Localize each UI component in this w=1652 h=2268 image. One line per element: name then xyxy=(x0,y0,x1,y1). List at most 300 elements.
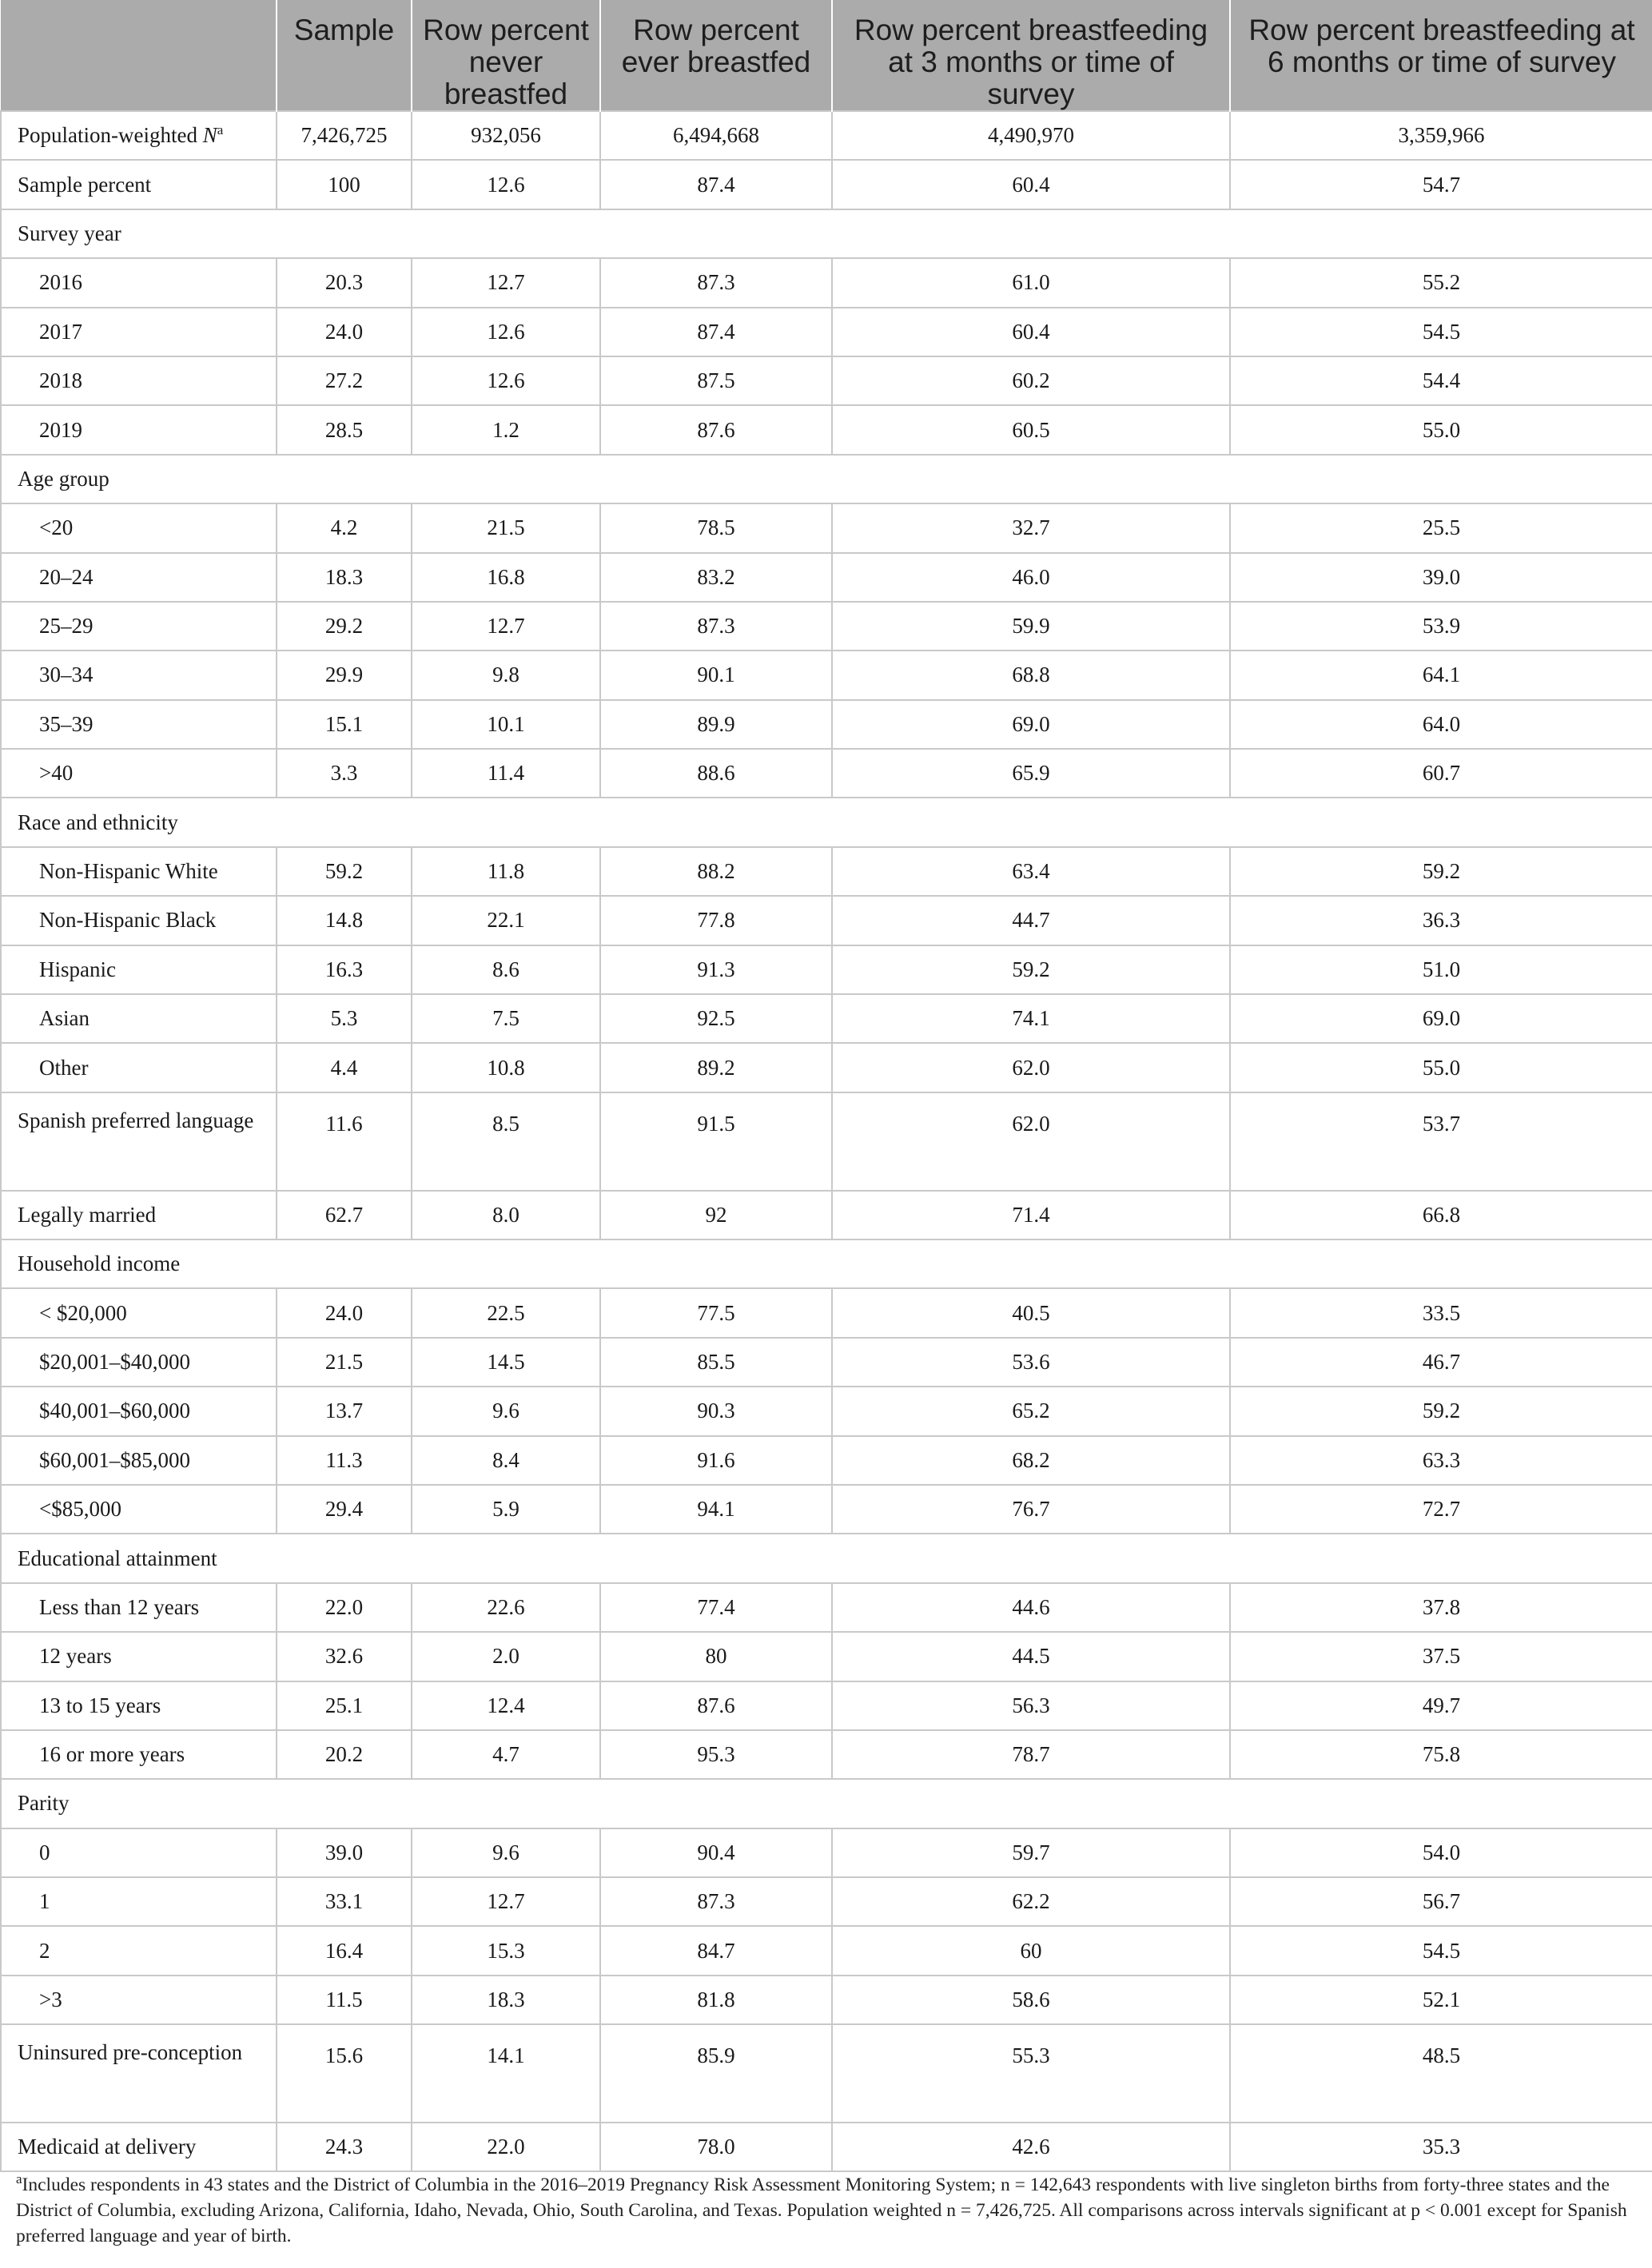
cell-6-months: 54.4 xyxy=(1230,356,1652,405)
row-label-text: >3 xyxy=(39,1987,62,2012)
cell-3-months: 62.0 xyxy=(832,1043,1230,1092)
cell-3-months: 76.7 xyxy=(832,1485,1230,1534)
cell-3-months: 60.4 xyxy=(832,160,1230,209)
row-label-text: Other xyxy=(39,1055,89,1080)
cell-sample: 11.3 xyxy=(277,1436,412,1485)
row-label xyxy=(1,1828,277,1877)
cell-never-breastfed: 8.5 xyxy=(412,1092,600,1191)
cell-never-breastfed: 22.6 xyxy=(412,1583,600,1632)
cell-ever-breastfed: 91.5 xyxy=(600,1092,832,1191)
table-row xyxy=(1,994,1652,1043)
cell-ever-breastfed: 80 xyxy=(600,1632,832,1681)
cell-6-months: 54.5 xyxy=(1230,308,1652,356)
row-label xyxy=(1,1583,277,1632)
cell-3-months: 68.8 xyxy=(832,651,1230,699)
row-label xyxy=(1,1976,277,2024)
cell-sample: 29.4 xyxy=(277,1485,412,1534)
cell-6-months: 54.0 xyxy=(1230,1828,1652,1877)
table-row xyxy=(1,1926,1652,1975)
row-label xyxy=(1,1288,277,1337)
row-label-text: Spanish preferred language xyxy=(18,1108,254,1132)
cell-never-breastfed: 4.7 xyxy=(412,1730,600,1779)
table-row xyxy=(1,1583,1652,1632)
table-row xyxy=(1,1092,1652,1191)
cell-never-breastfed: 12.6 xyxy=(412,356,600,405)
cell-ever-breastfed: 91.3 xyxy=(600,945,832,994)
cell-ever-breastfed: 87.4 xyxy=(600,308,832,356)
row-label-text: 2019 xyxy=(39,417,82,442)
cell-6-months: 51.0 xyxy=(1230,945,1652,994)
cell-6-months: 63.3 xyxy=(1230,1436,1652,1485)
cell-3-months: 61.0 xyxy=(832,258,1230,307)
row-label-text: 2017 xyxy=(39,319,82,344)
section-label xyxy=(1,1779,1652,1828)
cell-sample: 5.3 xyxy=(277,994,412,1043)
table-row xyxy=(1,1485,1652,1534)
cell-6-months: 75.8 xyxy=(1230,1730,1652,1779)
row-label-text: 20–24 xyxy=(39,564,94,589)
cell-3-months: 65.9 xyxy=(832,749,1230,798)
section-label xyxy=(1,455,1652,503)
row-label-text: Survey year xyxy=(18,221,121,245)
cell-ever-breastfed: 91.6 xyxy=(600,1436,832,1485)
cell-sample: 18.3 xyxy=(277,553,412,602)
cell-6-months: 69.0 xyxy=(1230,994,1652,1043)
cell-6-months: 33.5 xyxy=(1230,1288,1652,1337)
section-label xyxy=(1,209,1652,258)
row-label xyxy=(1,994,277,1043)
row-label xyxy=(1,1632,277,1681)
row-label xyxy=(1,896,277,945)
cell-sample: 24.0 xyxy=(277,1288,412,1337)
table-row xyxy=(1,749,1652,798)
cell-6-months: 59.2 xyxy=(1230,1387,1652,1435)
table-row xyxy=(1,1338,1652,1387)
cell-3-months: 59.7 xyxy=(832,1828,1230,1877)
cell-ever-breastfed: 87.3 xyxy=(600,258,832,307)
cell-never-breastfed: 9.6 xyxy=(412,1828,600,1877)
row-label-text: Race and ethnicity xyxy=(18,810,178,834)
cell-sample: 4.2 xyxy=(277,503,412,552)
cell-ever-breastfed: 87.5 xyxy=(600,356,832,405)
cell-sample: 20.3 xyxy=(277,258,412,307)
row-label xyxy=(1,651,277,699)
table-row xyxy=(1,651,1652,699)
cell-sample: 15.6 xyxy=(277,2024,412,2123)
row-label-text: <$85,000 xyxy=(39,1497,121,1522)
cell-6-months: 36.3 xyxy=(1230,896,1652,945)
cell-ever-breastfed: 89.9 xyxy=(600,700,832,749)
row-label xyxy=(1,258,277,307)
cell-ever-breastfed: 94.1 xyxy=(600,1485,832,1534)
row-label-text: >40 xyxy=(39,761,74,786)
cell-ever-breastfed: 95.3 xyxy=(600,1730,832,1779)
row-label-text: 1 xyxy=(39,1889,50,1914)
cell-sample: 15.1 xyxy=(277,700,412,749)
cell-6-months: 53.9 xyxy=(1230,602,1652,651)
cell-6-months: 55.2 xyxy=(1230,258,1652,307)
table-row xyxy=(1,1436,1652,1485)
cell-3-months: 60.2 xyxy=(832,356,1230,405)
row-label-text: Age group xyxy=(18,466,109,491)
cell-6-months: 52.1 xyxy=(1230,1976,1652,2024)
row-label xyxy=(1,503,277,552)
cell-sample: 7,426,725 xyxy=(277,111,412,160)
cell-never-breastfed: 21.5 xyxy=(412,503,600,552)
cell-6-months: 60.7 xyxy=(1230,749,1652,798)
table-row xyxy=(1,1681,1652,1730)
cell-sample: 29.9 xyxy=(277,651,412,699)
cell-3-months: 32.7 xyxy=(832,503,1230,552)
row-label xyxy=(1,1436,277,1485)
row-label xyxy=(1,1338,277,1387)
cell-ever-breastfed: 87.6 xyxy=(600,405,832,454)
cell-sample: 11.5 xyxy=(277,1976,412,2024)
row-label xyxy=(1,1926,277,1975)
row-label-text: <20 xyxy=(39,515,74,540)
section-row xyxy=(1,1779,1652,1828)
cell-never-breastfed: 14.1 xyxy=(412,2024,600,2123)
table-header xyxy=(1,0,1652,111)
cell-3-months: 56.3 xyxy=(832,1681,1230,1730)
table-row xyxy=(1,602,1652,651)
cell-6-months: 49.7 xyxy=(1230,1681,1652,1730)
cell-3-months: 46.0 xyxy=(832,553,1230,602)
row-label-text: Hispanic xyxy=(39,957,116,981)
cell-ever-breastfed: 90.1 xyxy=(600,651,832,699)
row-label xyxy=(1,1877,277,1926)
row-label-text: $60,001–$85,000 xyxy=(39,1447,190,1472)
cell-ever-breastfed: 78.0 xyxy=(600,2123,832,2171)
row-label-superscript: a xyxy=(217,122,224,138)
row-label xyxy=(1,405,277,454)
cell-6-months: 55.0 xyxy=(1230,1043,1652,1092)
cell-sample: 62.7 xyxy=(277,1191,412,1239)
cell-ever-breastfed: 81.8 xyxy=(600,1976,832,2024)
cell-6-months: 39.0 xyxy=(1230,553,1652,602)
cell-never-breastfed: 10.8 xyxy=(412,1043,600,1092)
row-label xyxy=(1,1730,277,1779)
cell-3-months: 60 xyxy=(832,1926,1230,1975)
cell-never-breastfed: 8.0 xyxy=(412,1191,600,1239)
cell-sample: 33.1 xyxy=(277,1877,412,1926)
cell-never-breastfed: 22.1 xyxy=(412,896,600,945)
row-label-text: < $20,000 xyxy=(39,1300,127,1325)
header-cell-ever-breastfed: Row percent ever breastfed xyxy=(600,0,832,111)
cell-never-breastfed: 7.5 xyxy=(412,994,600,1043)
row-label xyxy=(1,111,277,160)
table-row xyxy=(1,1387,1652,1435)
cell-6-months: 48.5 xyxy=(1230,2024,1652,2123)
row-label-text: 0 xyxy=(39,1840,50,1864)
row-label-text: 2 xyxy=(39,1938,50,1963)
table-row xyxy=(1,111,1652,160)
row-label-text: Uninsured pre-conception xyxy=(18,2040,243,2065)
section-label xyxy=(1,1239,1652,1288)
row-label-text: 35–39 xyxy=(39,711,94,736)
row-label-text: 2018 xyxy=(39,368,82,393)
row-label xyxy=(1,1387,277,1435)
section-label xyxy=(1,798,1652,846)
cell-3-months: 68.2 xyxy=(832,1436,1230,1485)
row-label-text: 25–29 xyxy=(39,614,94,639)
cell-ever-breastfed: 6,494,668 xyxy=(600,111,832,160)
cell-never-breastfed: 22.5 xyxy=(412,1288,600,1337)
table-row xyxy=(1,1828,1652,1877)
cell-6-months: 64.0 xyxy=(1230,700,1652,749)
cell-never-breastfed: 22.0 xyxy=(412,2123,600,2171)
cell-never-breastfed: 12.6 xyxy=(412,160,600,209)
cell-ever-breastfed: 90.4 xyxy=(600,1828,832,1877)
row-label xyxy=(1,2024,277,2123)
cell-never-breastfed: 10.1 xyxy=(412,700,600,749)
cell-6-months: 59.2 xyxy=(1230,847,1652,896)
cell-never-breastfed: 11.8 xyxy=(412,847,600,896)
cell-never-breastfed: 11.4 xyxy=(412,749,600,798)
cell-3-months: 69.0 xyxy=(832,700,1230,749)
cell-6-months: 35.3 xyxy=(1230,2123,1652,2171)
cell-6-months: 54.5 xyxy=(1230,1926,1652,1975)
cell-6-months: 54.7 xyxy=(1230,160,1652,209)
cell-never-breastfed: 18.3 xyxy=(412,1976,600,2024)
cell-3-months: 59.9 xyxy=(832,602,1230,651)
row-label-text: Household income xyxy=(18,1251,181,1276)
cell-never-breastfed: 5.9 xyxy=(412,1485,600,1534)
row-label xyxy=(1,945,277,994)
table-row xyxy=(1,405,1652,454)
cell-sample: 32.6 xyxy=(277,1632,412,1681)
cell-ever-breastfed: 87.6 xyxy=(600,1681,832,1730)
row-label xyxy=(1,1191,277,1239)
table-row xyxy=(1,896,1652,945)
cell-sample: 3.3 xyxy=(277,749,412,798)
header-cell-label xyxy=(1,0,277,111)
cell-ever-breastfed: 87.4 xyxy=(600,160,832,209)
cell-never-breastfed: 2.0 xyxy=(412,1632,600,1681)
cell-sample: 39.0 xyxy=(277,1828,412,1877)
cell-never-breastfed: 12.7 xyxy=(412,1877,600,1926)
table-body xyxy=(1,111,1652,2171)
table-row xyxy=(1,258,1652,307)
cell-never-breastfed: 12.4 xyxy=(412,1681,600,1730)
cell-3-months: 4,490,970 xyxy=(832,111,1230,160)
cell-sample: 13.7 xyxy=(277,1387,412,1435)
table-row xyxy=(1,700,1652,749)
row-label xyxy=(1,1092,277,1191)
row-label-text: $20,001–$40,000 xyxy=(39,1349,190,1374)
cell-3-months: 40.5 xyxy=(832,1288,1230,1337)
row-label-text: Parity xyxy=(18,1791,70,1816)
cell-3-months: 42.6 xyxy=(832,2123,1230,2171)
cell-never-breastfed: 9.6 xyxy=(412,1387,600,1435)
cell-6-months: 3,359,966 xyxy=(1230,111,1652,160)
header-cell-sample: Sample xyxy=(277,0,412,111)
cell-3-months: 65.2 xyxy=(832,1387,1230,1435)
cell-sample: 11.6 xyxy=(277,1092,412,1191)
row-label xyxy=(1,847,277,896)
cell-6-months: 25.5 xyxy=(1230,503,1652,552)
table-row xyxy=(1,2024,1652,2123)
cell-3-months: 44.5 xyxy=(832,1632,1230,1681)
row-label xyxy=(1,356,277,405)
table-row xyxy=(1,1976,1652,2024)
row-label-text: Asian xyxy=(39,1006,90,1031)
header-cell-never-breastfed: Row percent never breastfed xyxy=(412,0,600,111)
cell-ever-breastfed: 78.5 xyxy=(600,503,832,552)
cell-sample: 16.3 xyxy=(277,945,412,994)
row-label xyxy=(1,700,277,749)
cell-sample: 20.2 xyxy=(277,1730,412,1779)
row-label xyxy=(1,602,277,651)
table-row xyxy=(1,1730,1652,1779)
cell-ever-breastfed: 88.2 xyxy=(600,847,832,896)
header-cell-6-months: Row percent breastfeeding at 6 months or time of survey xyxy=(1230,0,1652,111)
cell-sample: 100 xyxy=(277,160,412,209)
cell-never-breastfed: 932,056 xyxy=(412,111,600,160)
cell-sample: 24.0 xyxy=(277,308,412,356)
cell-3-months: 74.1 xyxy=(832,994,1230,1043)
cell-3-months: 71.4 xyxy=(832,1191,1230,1239)
row-label-text: Less than 12 years xyxy=(39,1594,200,1619)
row-label xyxy=(1,749,277,798)
cell-ever-breastfed: 89.2 xyxy=(600,1043,832,1092)
cell-ever-breastfed: 85.5 xyxy=(600,1338,832,1387)
cell-ever-breastfed: 90.3 xyxy=(600,1387,832,1435)
cell-ever-breastfed: 83.2 xyxy=(600,553,832,602)
cell-sample: 25.1 xyxy=(277,1681,412,1730)
cell-never-breastfed: 15.3 xyxy=(412,1926,600,1975)
cell-6-months: 37.8 xyxy=(1230,1583,1652,1632)
cell-ever-breastfed: 87.3 xyxy=(600,1877,832,1926)
cell-6-months: 66.8 xyxy=(1230,1191,1652,1239)
n-variable: N xyxy=(202,123,217,148)
cell-ever-breastfed: 77.8 xyxy=(600,896,832,945)
cell-3-months: 55.3 xyxy=(832,2024,1230,2123)
cell-3-months: 44.6 xyxy=(832,1583,1230,1632)
row-label-text: 13 to 15 years xyxy=(39,1693,161,1717)
cell-never-breastfed: 1.2 xyxy=(412,405,600,454)
cell-sample: 22.0 xyxy=(277,1583,412,1632)
table-row xyxy=(1,945,1652,994)
cell-never-breastfed: 14.5 xyxy=(412,1338,600,1387)
table-row xyxy=(1,2123,1652,2171)
row-label-text: 2016 xyxy=(39,270,82,295)
row-label-text: 16 or more years xyxy=(39,1742,185,1767)
cell-ever-breastfed: 77.4 xyxy=(600,1583,832,1632)
section-row xyxy=(1,1239,1652,1288)
cell-ever-breastfed: 84.7 xyxy=(600,1926,832,1975)
table-footnote xyxy=(16,2172,1638,2249)
cell-6-months: 46.7 xyxy=(1230,1338,1652,1387)
row-label-text: $40,001–$60,000 xyxy=(39,1399,190,1423)
table-row xyxy=(1,553,1652,602)
section-row xyxy=(1,209,1652,258)
row-label-text: Medicaid at delivery xyxy=(18,2135,197,2159)
section-label xyxy=(1,1534,1652,1582)
row-label-text: Non-Hispanic Black xyxy=(39,908,217,933)
cell-sample: 14.8 xyxy=(277,896,412,945)
cell-6-months: 53.7 xyxy=(1230,1092,1652,1191)
footnote-marker: a xyxy=(16,2171,22,2187)
row-label xyxy=(1,160,277,209)
table-row xyxy=(1,847,1652,896)
footnote-text: Includes respondents in 43 states and the District of Columbia in the 2016–2019 Pregnancy Risk Assessment Monitoring System; n = 142,643 respondents with live singleton births from forty-three states and the District of Columbia, excluding Arizona, California, Idaho, Nevada, Ohio, South Carolina, and Texas. Population weighted n = 7,426,725. All comparisons across intervals significant at p < 0.001 except for Spanish preferred language and year of birth. xyxy=(16,2174,1627,2246)
cell-never-breastfed: 8.4 xyxy=(412,1436,600,1485)
table-row xyxy=(1,1632,1652,1681)
section-row xyxy=(1,1534,1652,1582)
row-label-text: Educational attainment xyxy=(18,1546,217,1570)
table-row xyxy=(1,1043,1652,1092)
cell-3-months: 62.2 xyxy=(832,1877,1230,1926)
cell-3-months: 63.4 xyxy=(832,847,1230,896)
cell-sample: 21.5 xyxy=(277,1338,412,1387)
cell-3-months: 60.5 xyxy=(832,405,1230,454)
cell-ever-breastfed: 77.5 xyxy=(600,1288,832,1337)
cell-3-months: 58.6 xyxy=(832,1976,1230,2024)
cell-3-months: 60.4 xyxy=(832,308,1230,356)
table-row xyxy=(1,503,1652,552)
cell-ever-breastfed: 88.6 xyxy=(600,749,832,798)
cell-sample: 16.4 xyxy=(277,1926,412,1975)
cell-6-months: 56.7 xyxy=(1230,1877,1652,1926)
row-label xyxy=(1,1485,277,1534)
table-row xyxy=(1,160,1652,209)
cell-6-months: 55.0 xyxy=(1230,405,1652,454)
cell-3-months: 78.7 xyxy=(832,1730,1230,1779)
cell-sample: 27.2 xyxy=(277,356,412,405)
cell-3-months: 44.7 xyxy=(832,896,1230,945)
cell-never-breastfed: 12.7 xyxy=(412,602,600,651)
cell-3-months: 53.6 xyxy=(832,1338,1230,1387)
table-row xyxy=(1,1877,1652,1926)
cell-never-breastfed: 8.6 xyxy=(412,945,600,994)
cell-never-breastfed: 9.8 xyxy=(412,651,600,699)
cell-sample: 24.3 xyxy=(277,2123,412,2171)
table-row xyxy=(1,356,1652,405)
row-label-text: Sample percent xyxy=(18,172,152,197)
row-label xyxy=(1,1043,277,1092)
row-label-text: 12 years xyxy=(39,1644,112,1669)
cell-6-months: 64.1 xyxy=(1230,651,1652,699)
row-label xyxy=(1,1681,277,1730)
section-row xyxy=(1,798,1652,846)
table-row xyxy=(1,1191,1652,1239)
cell-never-breastfed: 12.6 xyxy=(412,308,600,356)
cell-6-months: 72.7 xyxy=(1230,1485,1652,1534)
row-label-text: Legally married xyxy=(18,1202,157,1227)
row-label xyxy=(1,2123,277,2171)
row-label-text: Non-Hispanic White xyxy=(39,859,218,884)
cell-ever-breastfed: 87.3 xyxy=(600,602,832,651)
cell-sample: 4.4 xyxy=(277,1043,412,1092)
cell-ever-breastfed: 92 xyxy=(600,1191,832,1239)
cell-3-months: 62.0 xyxy=(832,1092,1230,1191)
cell-6-months: 37.5 xyxy=(1230,1632,1652,1681)
cell-never-breastfed: 12.7 xyxy=(412,258,600,307)
section-row xyxy=(1,455,1652,503)
table-row xyxy=(1,1288,1652,1337)
row-label xyxy=(1,308,277,356)
cell-never-breastfed: 16.8 xyxy=(412,553,600,602)
header-row xyxy=(1,0,1652,111)
table-row xyxy=(1,308,1652,356)
cell-3-months: 59.2 xyxy=(832,945,1230,994)
header-cell-3-months: Row percent breastfeeding at 3 months or time of survey xyxy=(832,0,1230,111)
cell-sample: 28.5 xyxy=(277,405,412,454)
row-label-text: Population-weighted N xyxy=(18,123,217,148)
cell-sample: 29.2 xyxy=(277,602,412,651)
row-label xyxy=(1,553,277,602)
